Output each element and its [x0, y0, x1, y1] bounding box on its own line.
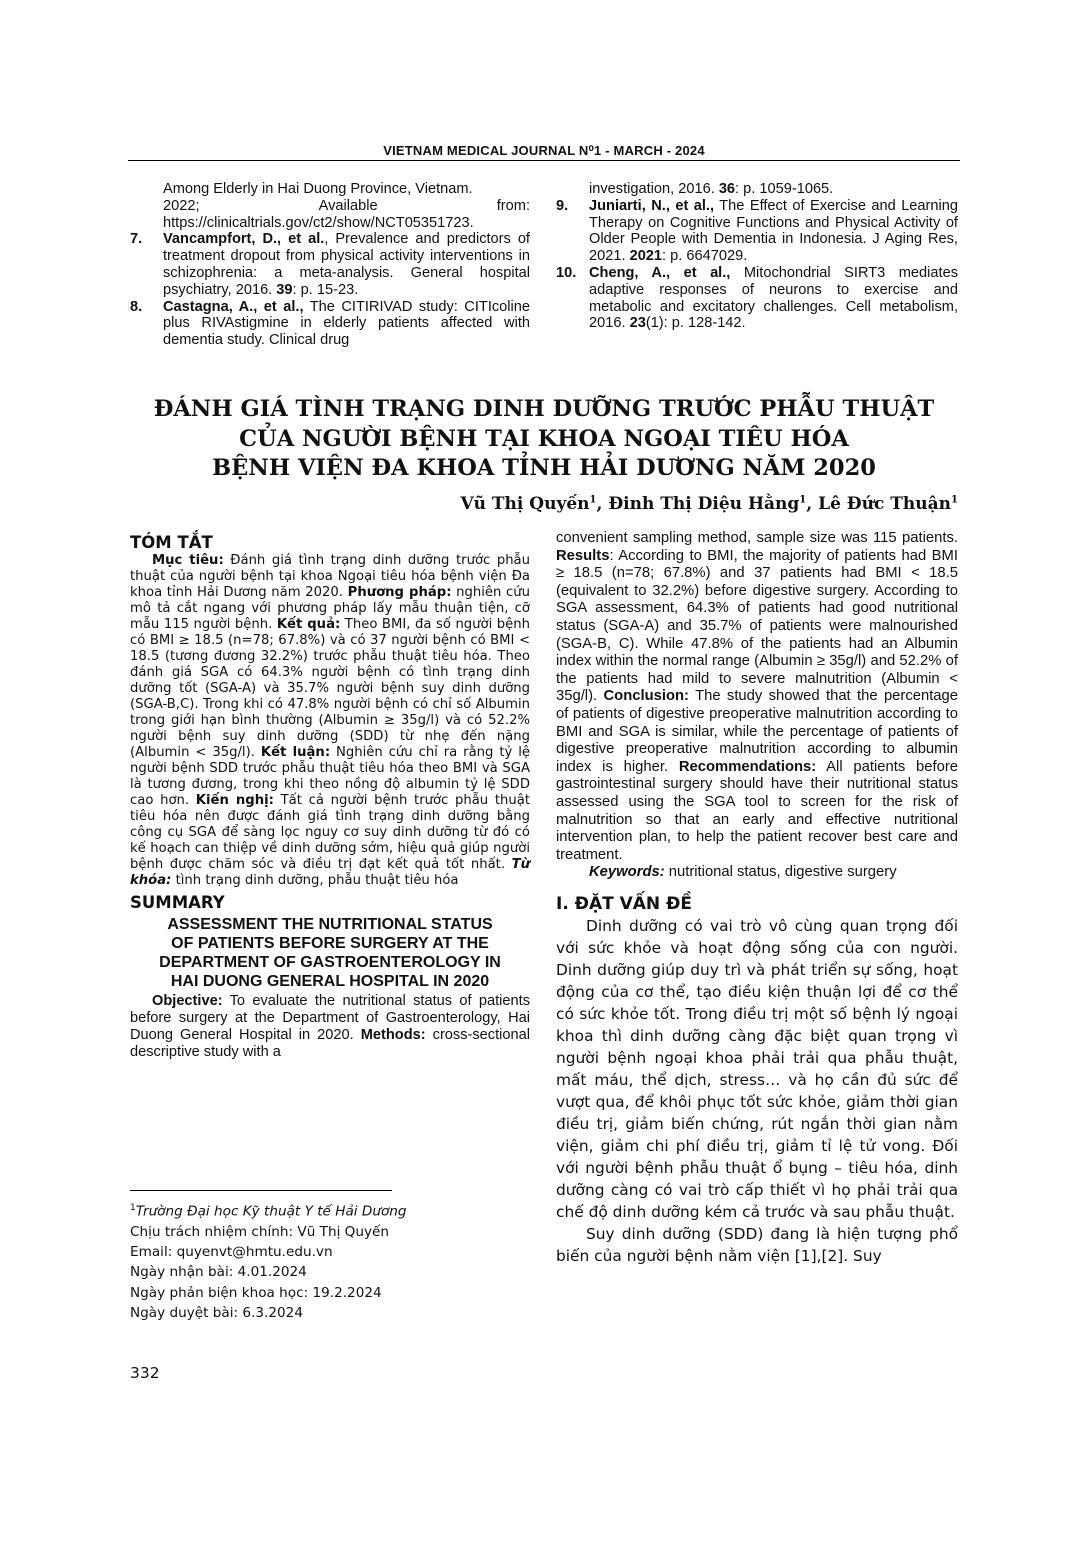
body-paragraph: Dinh dưỡng có vai trò vô cùng quan trọng đối với sức khỏe và hoạt động sống của con người. Dinh dưỡng giúp duy trì và phát triển sự sống, hoạt động của cơ thể, tạo điều kiện thuận lợi để cơ thể có sức khỏe tốt. Trong điều trị một số bệnh lý ngoại khoa thì dinh dưỡng càng đặc biệt quan trọng vì người bệnh ngoại khoa phải trải qua phẫu thuật, mất máu, thể dịch, stress… và họ cần đủ sức để vượt qua, để khôi phục tốt sức khỏe, giảm thời gian điều trị, giảm biến chứng, rút ngắn thời gian nằm viện, giảm chi phí điều trị, giảm tỉ lệ tử vong. Đối với người bệnh phẫu thuật ổ bụng – tiêu hóa, dinh dưỡng càng có vai trò cấp thiết vì họ phải trải qua chế độ dinh dưỡng kém cả trước và sau phẫu thuật. [556, 917, 958, 1222]
abstract-vn-text [130, 553, 530, 889]
results-text: Theo BMI, đa số người bệnh có BMI ≥ 18.5 (n=78; 67.8%) và có 37 người bệnh có BMI < 18.5 (tương đương 32.2%) trước phẫu thuật tiêu hóa. Theo đánh giá SGA có 64.3% người bệnh có tình trạng dinh dưỡng tốt (SGA-A) và 35.7% người bệnh suy dinh dưỡng (SGA-B,C). Trong khi có 47.8% người bệnh có chỉ số Albumin trong giới hạn bình thường (Albumin ≥ 35g/l) và có 52.2% người bệnh suy dinh dưỡng (SDD) từ nhẹ đến nặng (Albumin < 35g/l). [130, 617, 531, 760]
reference-volume: 36 [718, 181, 736, 197]
label-results-en: Results [556, 547, 610, 564]
reference-authors: Cheng, A., et al., [589, 264, 731, 281]
affiliation-mark: 1 [589, 494, 597, 506]
article-title [128, 395, 960, 484]
footnote-rule [130, 1190, 392, 1191]
summary-text-right [556, 530, 958, 864]
conclusion-text: Nghiên cứu chỉ ra rằng tỷ lệ người bệnh SDD trước phẫu thuật tiêu hóa theo BMI và SGA là tương đương, trong khi theo nồng độ albumin tỷ lệ SDD cao hơn. [130, 745, 530, 808]
reference-10 [556, 265, 958, 332]
reference-pages: : p. 15-23. [292, 281, 359, 298]
methods-en-text: convenient sampling method, sample size was 115 patients. [556, 530, 958, 546]
reference-from: from: [496, 197, 530, 214]
keywords-en [556, 864, 958, 882]
running-header: VIETNAM MEDICAL JOURNAL N⁰1 - MARCH - 2024 [383, 143, 705, 158]
reference-url: https://clinicaltrials.gov/ct2/show/NCT05351723. [163, 214, 474, 231]
footnote-email: Email: quyenvt@hmtu.edu.vn [130, 1244, 333, 1261]
reference-9 [556, 198, 958, 265]
methods-text: nghiên cứu mô tả cắt ngang với phương pháp lấy mẫu thuận tiện, cỡ mẫu 115 người bệnh. [130, 585, 530, 632]
reference-volume: 2021 [629, 248, 663, 265]
footnote-reviewed: Ngày phản biện khoa học: 19.2.2024 [130, 1284, 382, 1301]
recommendations-en-text: All patients before gastrointestinal surgery should have their nutritional status assessed using the SGA tool to screen for the risk of malnutrition so that an early and effective nutritional intervention plan, to help the patient recover best care and treatment. [556, 758, 958, 863]
summary-text-left [130, 993, 530, 1061]
summary-title-line: DEPARTMENT OF GASTROENTEROLOGY IN [159, 954, 501, 971]
section-body [556, 915, 958, 1267]
methods-en-text: cross-sectional descriptive study with a [130, 1027, 530, 1060]
reference-number: 10. [556, 264, 577, 281]
reference-pages: (1): p. 128-142. [645, 315, 746, 332]
label-conclusion-en: Conclusion: [603, 688, 689, 705]
keywords-text: tình trạng dinh dưỡng, phẫu thuật tiêu hóa [171, 873, 459, 888]
abstract-heading: TÓM TẮT [130, 533, 213, 552]
results-en-text: : According to BMI, the majority of patients had BMI ≥ 18.5 (n=78; 67.8%) and 37 patients had BMI < 18.5 (equivalent to 32.2%) before digestive surgery. According to SGA assessment, 64.3% of patients had good nutritional status (SGA-A) and 35.7% of patients were malnourished (SGA-B, C). While 47.8% of the patients had an Albumin index within the normal range (Albumin ≥ 35g/l) and 52.2% of the patients had mild to severe malnutrition (Albumin < 35g/l). [556, 547, 958, 705]
objective-text: Đánh giá tình trạng dinh dưỡng trước phẫu thuật của người bệnh tại khoa Ngoại tiêu hóa bệnh viện Đa khoa tỉnh Hải Dương năm 2020. [130, 553, 530, 600]
label-methods-en: Methods: [360, 1027, 426, 1043]
author-separator: , [596, 494, 609, 514]
label-objective: Mục tiêu: [152, 553, 224, 568]
affiliation-mark: 1 [799, 494, 807, 506]
author-name: Đinh Thị Diệu Hằng [608, 494, 800, 514]
reference-pages: : p. 1059-1065. [735, 181, 834, 197]
page-number: 332 [130, 1364, 160, 1382]
label-recommendations-en: Recommendations: [678, 758, 817, 775]
reference-text: The Effect of Exercise and Learning Therapy on Cognitive Functions and Physical Activity of Older People with Dementia in Indonesia. J Aging Res, 2021. [589, 197, 958, 265]
summary-title-line: OF PATIENTS BEFORE SURGERY AT THE [171, 935, 489, 952]
footnote-affiliation [130, 1198, 530, 1222]
keywords-en-text: nutritional status, digestive surgery [664, 864, 897, 881]
footnote [130, 1198, 530, 1323]
reference-number: 7. [130, 231, 143, 248]
header-rule [128, 160, 960, 161]
author-name: Vũ Thị Quyến [460, 494, 590, 514]
references-left [130, 181, 530, 349]
reference-authors: Castagna, A., et al., [163, 298, 304, 315]
label-methods: Phương pháp: [347, 585, 452, 600]
footnote-accepted: Ngày duyệt bài: 6.3.2024 [130, 1305, 303, 1322]
title-line: CỦA NGƯỜI BỆNH TẠI KHOA NGOẠI TIÊU HÓA [239, 425, 849, 452]
summary-heading: SUMMARY [130, 893, 225, 912]
body-paragraph: Suy dinh dưỡng (SDD) đang là hiện tượng phổ biến của người bệnh nằm viện [1],[2]. Suy [556, 1225, 958, 1266]
summary-title [130, 915, 530, 991]
author-name: Lê Đức Thuận [818, 494, 952, 514]
reference-text: Mitochondrial SIRT3 mediates adaptive responses of neurons to exercise and metabolic and excitatory challenges. Cell metabolism, 2016. [589, 264, 958, 332]
reference-available-line [163, 198, 530, 215]
footnote-responsible: Chịu trách nhiệm chính: Vũ Thị Quyến [130, 1223, 390, 1240]
reference-volume: 23 [629, 315, 646, 332]
summary-right-column [556, 530, 958, 1267]
reference-available: Available [318, 197, 378, 214]
title-line: ĐÁNH GIÁ TÌNH TRẠNG DINH DƯỠNG TRƯỚC PHẪU THUẬT [153, 396, 935, 422]
affiliation-mark: 1 [951, 494, 958, 506]
author-list [460, 494, 958, 514]
label-results: Kết quả: [276, 617, 341, 632]
affiliation-text: Trường Đại học Kỹ thuật Y tế Hải Dương [135, 1203, 407, 1220]
reference-year: 2022; [163, 197, 200, 214]
reference-7 [130, 231, 530, 298]
reference-text: Among Elderly in Hai Duong Province, Vietnam. [163, 181, 473, 197]
objective-en-text: To evaluate the nutritional status of patients before surgery at the Department of Gastroenterology, Hai Duong General Hospital in 2020. [130, 993, 530, 1043]
label-keywords: Từ khóa: [130, 857, 530, 888]
section-heading: I. ĐẶT VẤN ĐỀ [556, 893, 692, 914]
conclusion-en-text: The study showed that the percentage of patients of digestive preoperative malnutrition according to BMI and SGA is similar, while the percentage of patients of digestive preoperative malnutrition according to albumin index is higher. [556, 688, 958, 775]
reference-authors: Juniarti, N., et al., [589, 197, 715, 214]
reference-pages: : p. 6647029. [662, 248, 748, 265]
reference-8 [130, 299, 530, 349]
reference-continued [556, 181, 958, 198]
label-recommendation: Kiến nghị: [195, 793, 274, 808]
reference-number: 9. [556, 197, 569, 214]
title-line: BỆNH VIỆN ĐA KHOA TỈNH HẢI DƯƠNG NĂM 2020 [212, 455, 876, 481]
recommendation-text: Tất cả người bệnh trước phẫu thuật tiêu hóa nên được đánh giá tình trạng dinh dưỡng bằng công cụ SGA để sàng lọc nguy cơ suy dinh dưỡng từ đó có kế hoạch can thiệp về dinh dưỡng sớm, hiệu quả giúp người bệnh được chăm sóc và điều trị đạt kết quả tốt nhất. [130, 793, 530, 872]
abstract-left-column [130, 535, 530, 1061]
label-keywords-en: Keywords: [589, 864, 665, 881]
references-right [556, 181, 958, 332]
reference-number: 8. [130, 298, 143, 315]
reference-authors: Vancampfort, D., et al. [163, 231, 325, 248]
reference-text: , Prevalence and predictors of treatment dropout from physical activity interventions in schizophrenia: a meta-analysis. General hospital psychiatry, 2016. [163, 231, 530, 298]
affiliation-mark: 1 [130, 1203, 136, 1213]
label-objective-en: Objective: [152, 993, 223, 1009]
author-separator: , [806, 494, 819, 514]
summary-title-line: HAI DUONG GENERAL HOSPITAL IN 2020 [170, 973, 490, 990]
reference-continued [130, 181, 530, 231]
summary-title-line: ASSESSMENT THE NUTRITIONAL STATUS [167, 916, 493, 933]
reference-text: The CITIRIVAD study: CITIcoline plus RIVAstigmine in elderly patients affected with dementia study. Clinical drug [163, 298, 531, 349]
reference-volume: 39 [276, 281, 293, 298]
footnote-received: Ngày nhận bài: 4.01.2024 [130, 1264, 307, 1281]
label-conclusion: Kết luận: [260, 745, 331, 760]
reference-text: investigation, 2016. [589, 181, 719, 197]
